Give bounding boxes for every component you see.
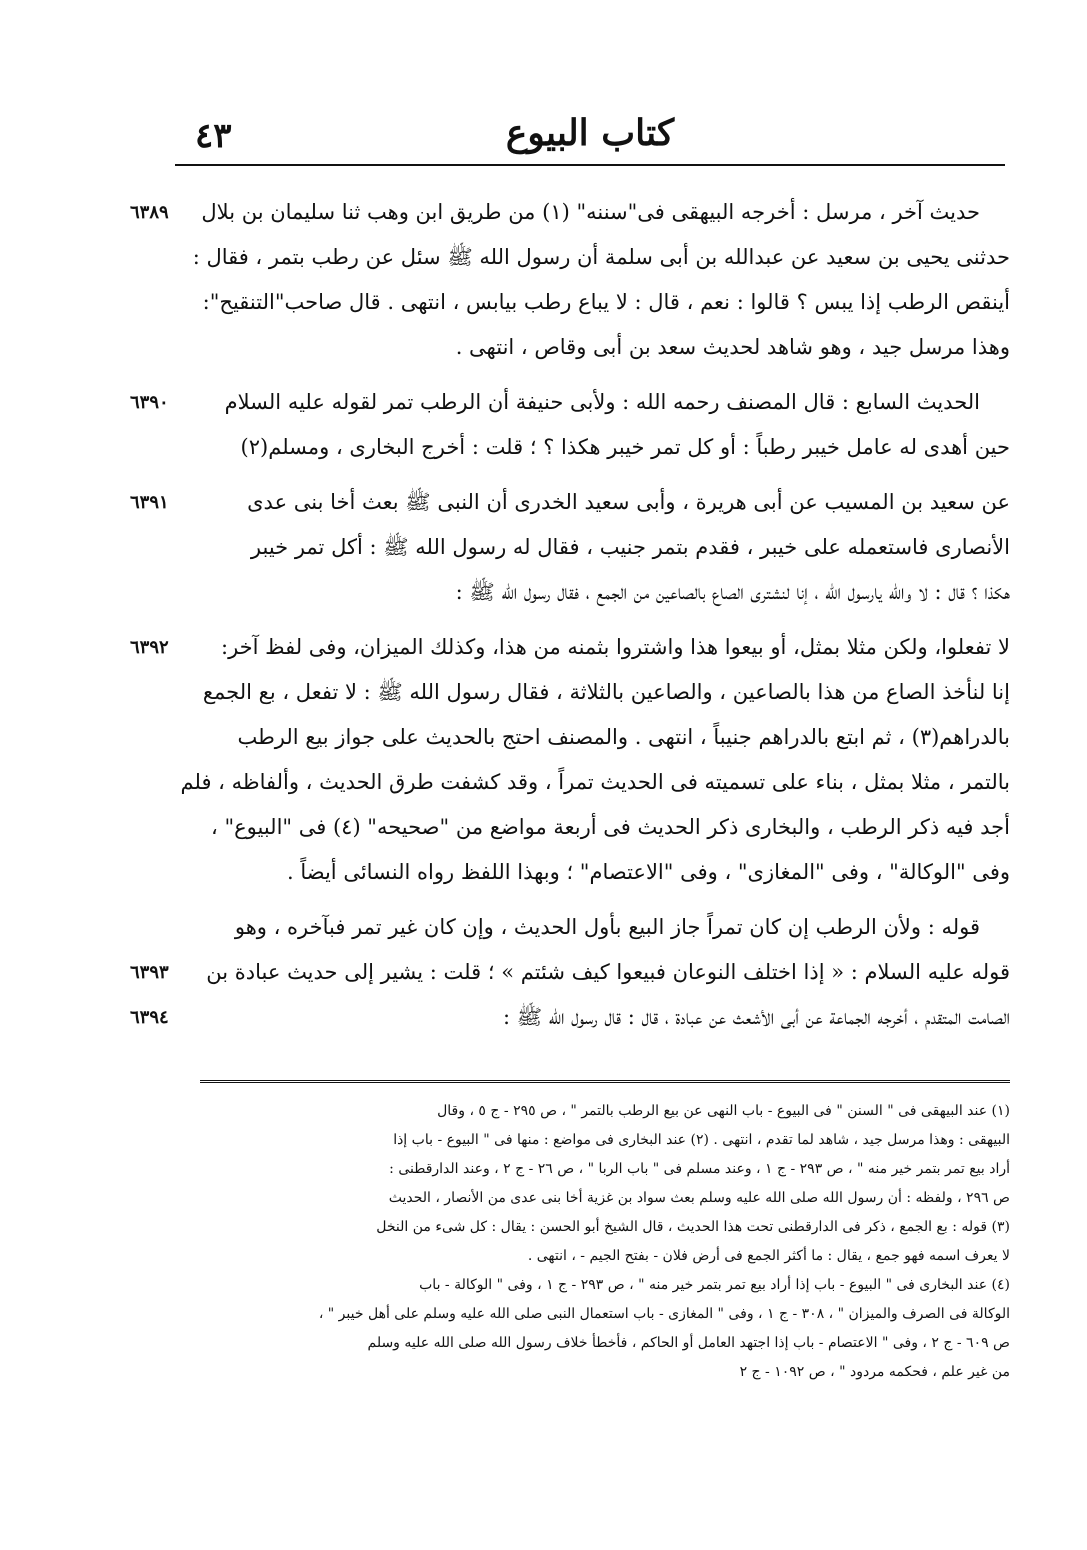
line-text: إنا لنأخذ الصاع من هذا بالصاعين ، والصاعين بالثلاثة ، فقال رسول الله ﷺ : لا تفعل ، بع الجمع [202, 680, 1010, 704]
text-line [130, 905, 1010, 950]
text-line [130, 570, 1010, 615]
text-line [130, 950, 1010, 995]
text-line [130, 190, 1010, 235]
footnote-line: لا يعرف اسمه فهو جمع ، يقال : ما أكثر الجمع فى أرض فلان - بفتح الجيم - ، انتهى . [527, 1248, 1010, 1264]
paragraph [130, 190, 1010, 370]
footnote-line: (١) عند البيهقى فى " السنن " فى البيوع - باب النهى عن بيع الرطب بالتمر " ، ص ٢٩٥ - ج ٥ ، وقال [437, 1103, 1010, 1119]
hadith-number: ٦٣٩٢ [130, 637, 169, 658]
hadith-number: ٦٣٩٣ [130, 962, 169, 983]
text-line [130, 380, 1010, 425]
footnote-line: (٣) قوله : بع الجمع ، ذكر فى الدارقطنى تحت هذا الحديث ، قال الشيخ أبو الحسن : يقال : كل شىء من النخل [376, 1219, 1010, 1235]
paragraph [130, 625, 1010, 895]
text-line [130, 280, 1010, 325]
line-text: وهذا مرسل جيد ، وهو شاهد لحديث سعد بن أبى وقاص ، انتهى . [455, 335, 1010, 359]
hadith-number: ٦٣٨٩ [130, 202, 169, 223]
text-line [130, 995, 1010, 1040]
line-text: حين أهدى له عامل خيبر رطباً : أو كل تمر خيبر هكذا ؟ ؛ قلت : أخرج البخارى ، ومسلم(٢) [240, 435, 1010, 459]
text-line [130, 325, 1010, 370]
line-text: حدثنى يحيى بن سعيد عن عبدالله بن أبى سلمة أن رسول الله ﷺ سئل عن رطب بتمر ، فقال : [192, 245, 1010, 269]
text-line [130, 715, 1010, 760]
running-title: كتاب البيوع [505, 112, 675, 154]
line-text: عن سعيد بن المسيب عن أبى هريرة ، وأبى سعيد الخدرى أن النبى ﷺ بعث أخا بنى عدى [247, 490, 1010, 514]
text-line [130, 525, 1010, 570]
text-line [130, 670, 1010, 715]
main-text [130, 190, 1010, 1040]
line-text: أينقص الرطب إذا يبس ؟ قالوا : نعم ، قال : لا يباع رطب بيابس ، انتهى . قال صاحب"التنقيح": [202, 290, 1010, 314]
footnote-line: من غير علم ، فحكمه مردود " ، ص ١٠٩٢ - ج ٢ [739, 1364, 1010, 1380]
text-line [130, 805, 1010, 850]
line-text: قوله عليه السلام : « إذا اختلف النوعان فبيعوا كيف شئتم » ؛ قلت : يشير إلى حديث عبادة بن [206, 960, 1010, 984]
hadith-number: ٦٣٩٤ [130, 1007, 169, 1028]
line-text: حديث آخر ، مرسل : أخرجه البيهقى فى"سننه" (١) من طريق ابن وهب ثنا سليمان بن بلال [201, 200, 980, 224]
line-text: لا تفعلوا، ولكن مثلا بمثل، أو بيعوا هذا واشتروا بثمنه من هذا، وكذلك الميزان، وفى لفظ آخر: [221, 635, 1010, 659]
footnote-line: البيهقى : وهذا مرسل جيد ، شاهد لما تقدم ، انتهى . (٢) عند البخارى فى مواضع : منها فى " البيوع - باب إذا [393, 1132, 1010, 1148]
text-line [130, 850, 1010, 895]
paragraph [130, 905, 1010, 1040]
footnote-line: ص ٦٠٩ - ج ٢ ، وفى " الاعتصام - باب إذا اجتهد العامل أو الحاكم ، فأخطأ خلاف رسول الله صلى الله عليه وسلم [367, 1335, 1010, 1351]
text-line [130, 480, 1010, 525]
text-line [130, 235, 1010, 280]
page-header [175, 108, 1005, 166]
paragraph [130, 480, 1010, 615]
text-line [130, 760, 1010, 805]
hadith-number: ٦٣٩١ [130, 492, 169, 513]
line-text: وفى "الوكالة" ، وفى "المغازى" ، وفى "الاعتصام" ؛ وبهذا اللفظ رواه النسائى أيضاً . [287, 860, 1010, 884]
line-text: أجد فيه ذكر الرطب ، والبخارى ذكر الحديث فى أربعة مواضع من "صحيحه" (٤) فى "البيوع" ، [211, 815, 1010, 839]
line-text: بالتمر ، مثلا بمثل ، بناء على تسميته فى الحديث تمراً ، وقد كشفت طرق الحديث ، وألفاظه ، فلم [180, 770, 1010, 794]
paragraph [130, 380, 1010, 470]
line-text: قوله : ولأن الرطب إن كان تمراً جاز البيع بأول الحديث ، وإن كان غير تمر فبآخره ، وهو [234, 915, 980, 939]
footnote-line: ص ٢٩٦ ، ولفظه : أن رسول الله صلى الله عليه وسلم بعث سواد بن غزية أخا بنى عدى من الأنصار ، الحديث [388, 1190, 1010, 1206]
footnote-line: (٤) عند البخارى فى " البيوع - باب إذا أراد بيع تمر بتمر خير منه " ، ص ٢٩٣ - ج ١ ، وفى " الوكالة - باب [419, 1277, 1010, 1293]
line-text: الأنصارى فاستعمله على خيبر ، فقدم بتمر جنيب ، فقال له رسول الله ﷺ : أكل تمر خيبر [250, 535, 1010, 559]
footnotes [200, 1080, 1010, 1387]
text-line [130, 625, 1010, 670]
line-text: هكذا ؟ قال : لا والله يارسول الله ، إنا لنشترى الصاع بالصاعين من الجمع ، فقال رسول الله ﷺ : [455, 580, 1010, 604]
line-text: الحديث السابع : قال المصنف رحمه الله : ولأبى حنيفة أن الرطب تمر لقوله عليه السلام [224, 390, 980, 414]
footnote-line: الوكالة فى الصرف والميزان " ، ٣٠٨ - ج ١ ، وفى " المغازى - باب استعمال النبى صلى الله عليه وسلم على أهل خيبر " ، [318, 1306, 1010, 1322]
footnote-line: أراد بيع تمر بتمر خير منه " ، ص ٢٩٣ - ج ١ ، وعند مسلم فى " باب الربا " ، ص ٢٦ - ج ٢ ، وعند الدارقطنى : [389, 1161, 1010, 1177]
hadith-number: ٦٣٩٠ [130, 392, 169, 413]
line-text: الصامت المتقدم ، أخرجه الجماعة عن أبى الأشعث عن عبادة ، قال : قال رسول الله ﷺ : [502, 1005, 1010, 1029]
line-text: بالدراهم(٣) ، ثم ابتع بالدراهم جنيباً ، انتهى . والمصنف احتج بالحديث على جواز بيع الرطب [237, 725, 1010, 749]
text-line [130, 425, 1010, 470]
page-number: ٤٣ [195, 116, 232, 156]
